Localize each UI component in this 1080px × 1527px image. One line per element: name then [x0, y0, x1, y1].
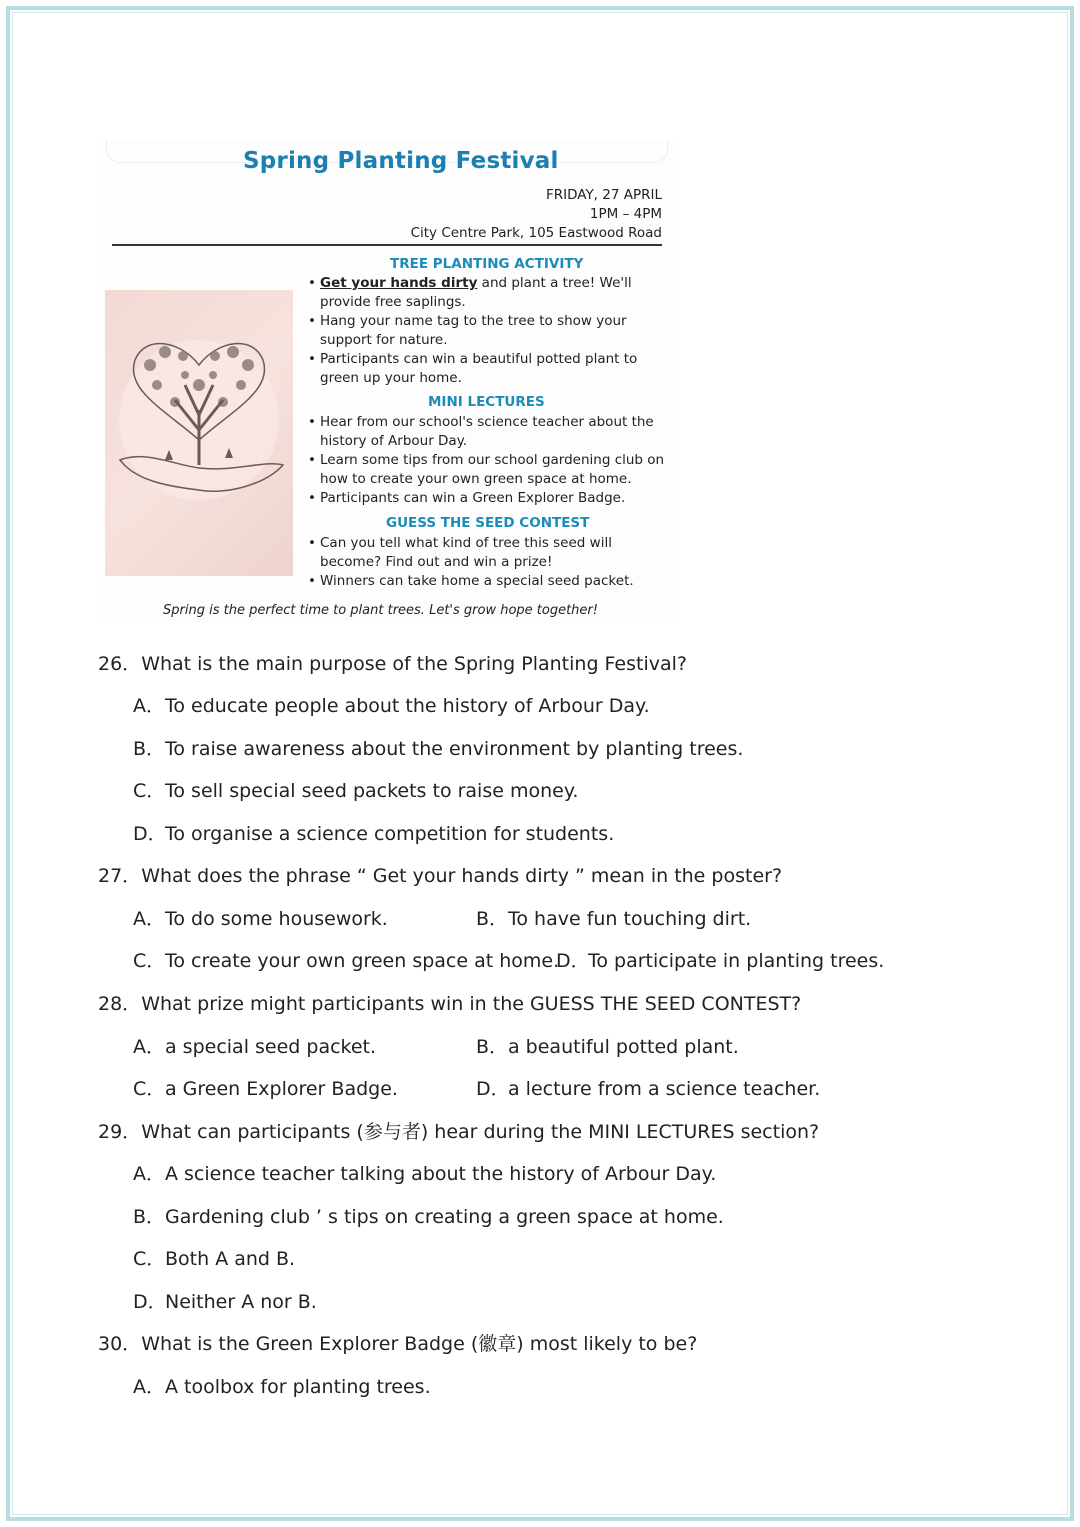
option-text: To raise awareness about the environment by planting trees.	[165, 738, 744, 760]
bullet-icon: •	[308, 313, 316, 329]
section-heading-guess-seed: GUESS THE SEED CONTEST	[386, 515, 590, 531]
option-text: To sell special seed packets to raise money.	[165, 780, 579, 802]
question-29	[98, 1117, 819, 1144]
question-27	[98, 861, 782, 888]
bullet-item	[308, 413, 668, 451]
bullet-text: Participants can win a Green Explorer Badge.	[320, 490, 626, 506]
option-text: a lecture from a science teacher.	[508, 1078, 821, 1100]
option-text: a Green Explorer Badge.	[165, 1078, 398, 1100]
option-label: B．	[133, 1206, 166, 1228]
bullet-item	[308, 350, 668, 388]
question-text: What is the Green Explorer Badge (徽章) most likely to be?	[141, 1333, 698, 1355]
poster-tagline: Spring is the perfect time to plant trees. Let's grow hope together!	[163, 603, 598, 618]
question-number: 26．	[98, 653, 142, 675]
option-text: Neither A nor B.	[165, 1291, 317, 1313]
question-text: What does the phrase “ Get your hands dirty ” mean in the poster?	[141, 865, 783, 887]
question-text: What can participants (参与者) hear during the MINI LECTURES section?	[141, 1121, 820, 1143]
option-30-a[interactable]	[133, 1372, 431, 1399]
option-26-c[interactable]	[133, 776, 578, 803]
option-label: A．	[133, 695, 165, 717]
option-label: B．	[476, 908, 509, 930]
bullet-text: Can you tell what kind of tree this seed will become? Find out and win a prize!	[320, 535, 612, 570]
option-text: a beautiful potted plant.	[508, 1036, 739, 1058]
option-27-d[interactable]	[556, 946, 884, 973]
option-label: B．	[133, 738, 166, 760]
option-label: D．	[133, 823, 167, 845]
bullet-icon: •	[308, 452, 316, 468]
bullet-text: Winners can take home a special seed packet.	[320, 573, 634, 589]
option-text: To create your own green space at home.	[165, 950, 560, 972]
question-text: What is the main purpose of the Spring Planting Festival?	[141, 653, 688, 675]
option-label: D．	[556, 950, 590, 972]
bullet-item	[308, 451, 668, 489]
option-text: A toolbox for planting trees.	[165, 1376, 431, 1398]
bullet-icon: •	[308, 351, 316, 367]
question-28	[98, 989, 801, 1016]
bullet-text: and plant a tree! We'll provide free saplings.	[320, 275, 632, 310]
option-text: To educate people about the history of Arbour Day.	[165, 695, 650, 717]
poster-time: 1PM – 4PM	[589, 206, 662, 222]
option-label: C．	[133, 950, 166, 972]
bullet-text: Hang your name tag to the tree to show your support for nature.	[320, 313, 627, 348]
option-text: To have fun touching dirt.	[508, 908, 752, 930]
option-label: C．	[133, 780, 166, 802]
option-28-c[interactable]	[133, 1074, 398, 1101]
poster-title: Spring Planting Festival	[243, 148, 559, 174]
option-29-c[interactable]	[133, 1244, 295, 1271]
option-label: A．	[133, 1036, 165, 1058]
bullet-icon: •	[308, 490, 316, 506]
poster-date: FRIDAY, 27 APRIL	[545, 187, 662, 203]
question-text: What prize might participants win in the GUESS THE SEED CONTEST?	[141, 993, 802, 1015]
option-29-d[interactable]	[133, 1287, 317, 1314]
option-text: To organise a science competition for students.	[165, 823, 615, 845]
section-heading-mini-lectures: MINI LECTURES	[428, 394, 545, 410]
question-number: 30．	[98, 1333, 142, 1355]
option-29-b[interactable]	[133, 1202, 724, 1229]
option-label: C．	[133, 1078, 166, 1100]
bullet-icon: •	[308, 535, 316, 551]
option-27-b[interactable]	[476, 904, 751, 931]
option-label: A．	[133, 1163, 165, 1185]
question-30	[98, 1329, 697, 1356]
question-number: 27．	[98, 865, 142, 887]
option-26-d[interactable]	[133, 819, 614, 846]
bullet-icon: •	[308, 414, 316, 430]
option-label: D．	[476, 1078, 510, 1100]
option-text: To do some housework.	[165, 908, 388, 930]
option-28-b[interactable]	[476, 1032, 739, 1059]
bullet-text: Participants can win a beautiful potted plant to green up your home.	[320, 351, 638, 386]
emphasis-text: Get your hands dirty	[320, 275, 478, 291]
option-text: A science teacher talking about the history of Arbour Day.	[165, 1163, 717, 1185]
option-28-d[interactable]	[476, 1074, 820, 1101]
option-label: D．	[133, 1291, 167, 1313]
bullet-item	[308, 489, 668, 508]
option-label: B．	[476, 1036, 509, 1058]
option-26-b[interactable]	[133, 734, 743, 761]
option-text: To participate in planting trees.	[588, 950, 885, 972]
bullet-icon: •	[308, 275, 316, 291]
option-text: Gardening club ’ s tips on creating a green space at home.	[165, 1206, 724, 1228]
bullet-item	[308, 274, 668, 312]
option-text: a special seed packet.	[165, 1036, 377, 1058]
option-29-a[interactable]	[133, 1159, 716, 1186]
poster-divider	[112, 244, 662, 246]
question-26	[98, 649, 687, 676]
option-26-a[interactable]	[133, 691, 650, 718]
option-label: A．	[133, 1376, 165, 1398]
bullet-icon: •	[308, 573, 316, 589]
question-number: 29．	[98, 1121, 142, 1143]
bullet-item	[308, 572, 668, 591]
section-heading-tree-planting: TREE PLANTING ACTIVITY	[390, 256, 584, 272]
option-label: A．	[133, 908, 165, 930]
option-text: Both A and B.	[165, 1248, 296, 1270]
option-27-c[interactable]	[133, 946, 559, 973]
bullet-text: Hear from our school's science teacher about the history of Arbour Day.	[320, 414, 654, 449]
option-27-a[interactable]	[133, 904, 388, 931]
bullet-text: Learn some tips from our school gardening club on how to create your own green space at home.	[320, 452, 665, 487]
option-28-a[interactable]	[133, 1032, 376, 1059]
poster-location: City Centre Park, 105 Eastwood Road	[410, 225, 662, 241]
option-label: C．	[133, 1248, 166, 1270]
bullet-item	[308, 312, 668, 350]
heart-tree-illustration	[105, 290, 293, 576]
bullet-item	[308, 534, 668, 572]
festival-poster	[98, 140, 674, 622]
heart-tree-icon	[105, 290, 293, 576]
question-number: 28．	[98, 993, 142, 1015]
